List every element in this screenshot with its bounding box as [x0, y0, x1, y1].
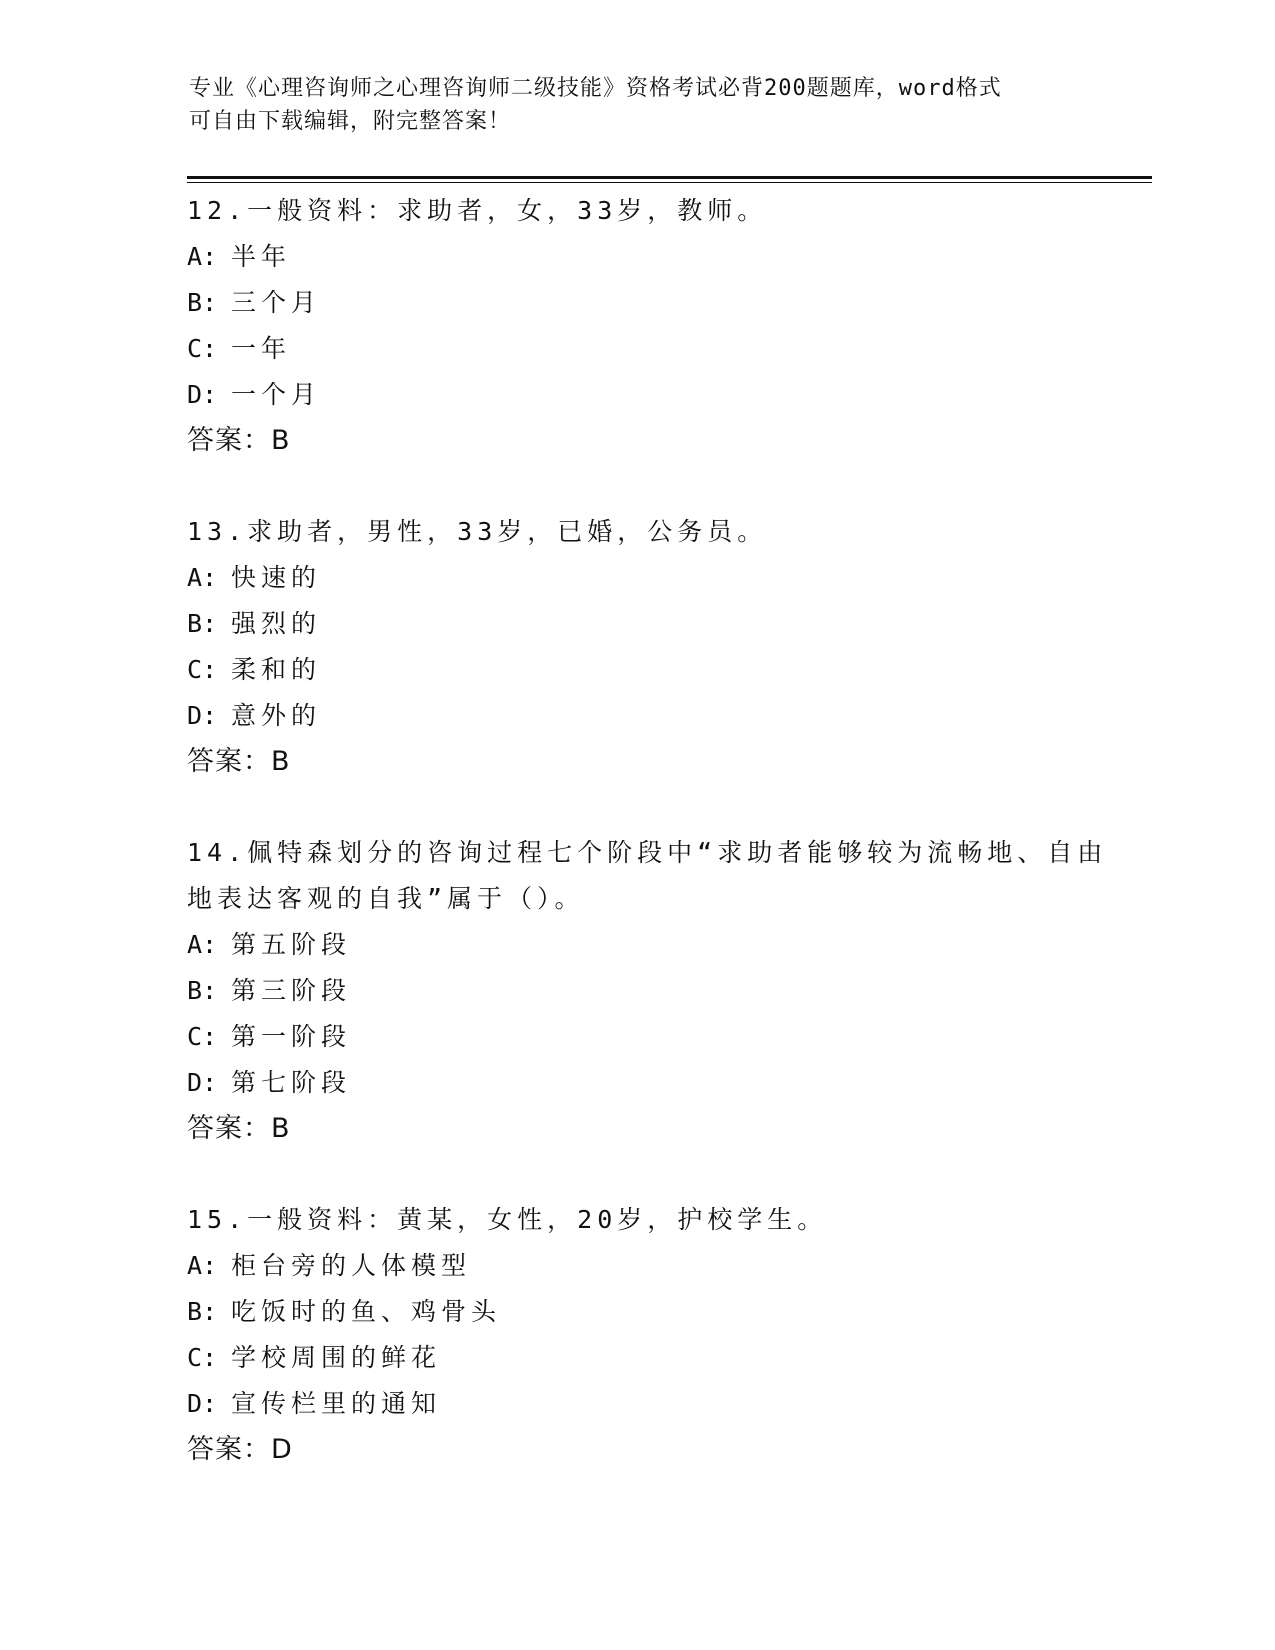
- header-divider-thick: [187, 176, 1152, 179]
- option-a: [187, 922, 1147, 968]
- option-text: 一个月: [231, 380, 322, 409]
- option-text: 第一阶段: [231, 1022, 352, 1051]
- option-letter: B:: [187, 976, 218, 1005]
- option-letter: B:: [187, 609, 218, 638]
- question-13: [187, 509, 1147, 785]
- option-letter: D:: [187, 1389, 218, 1418]
- option-a: [187, 234, 1147, 280]
- option-text: 柔和的: [231, 655, 322, 684]
- option-letter: D:: [187, 380, 218, 409]
- header-divider-thin: [187, 182, 1152, 183]
- option-letter: B:: [187, 288, 218, 317]
- header-line-2: 可自由下载编辑，附完整答案！: [189, 109, 512, 134]
- option-text: 第三阶段: [231, 976, 352, 1005]
- answer-line: 答案：D: [187, 1434, 293, 1465]
- question-14: [187, 830, 1147, 1152]
- header-line-1: 专业《心理咨询师之心理咨询师二级技能》资格考试必背200题题库，word格式: [189, 76, 1002, 101]
- question-stem-line-1: 14.佩特森划分的咨询过程七个阶段中“求助者能够较为流畅地、自由: [187, 838, 1108, 867]
- question-stem: 13.求助者，男性，33岁，已婚，公务员。: [187, 517, 768, 546]
- question-list: [187, 188, 1147, 1518]
- option-letter: A:: [187, 242, 218, 271]
- option-d: [187, 1381, 1147, 1427]
- option-letter: D:: [187, 701, 218, 730]
- document-header: [189, 72, 1089, 138]
- option-text: 一年: [231, 334, 292, 363]
- option-b: [187, 1289, 1147, 1335]
- option-text: 第五阶段: [231, 930, 352, 959]
- option-text: 快速的: [231, 563, 322, 592]
- option-c: [187, 1014, 1147, 1060]
- answer-line: 答案：B: [187, 1113, 291, 1144]
- option-c: [187, 326, 1147, 372]
- answer-line: 答案：B: [187, 746, 291, 777]
- option-letter: C:: [187, 334, 218, 363]
- option-b: [187, 601, 1147, 647]
- option-text: 半年: [231, 242, 292, 271]
- option-letter: C:: [187, 655, 218, 684]
- option-letter: B:: [187, 1297, 218, 1326]
- question-15: [187, 1197, 1147, 1473]
- option-text: 吃饭时的鱼、鸡骨头: [231, 1297, 502, 1326]
- question-stem: 12.一般资料：求助者，女，33岁，教师。: [187, 196, 768, 225]
- option-c: [187, 647, 1147, 693]
- option-letter: C:: [187, 1343, 218, 1372]
- option-d: [187, 1060, 1147, 1106]
- option-c: [187, 1335, 1147, 1381]
- option-letter: A:: [187, 930, 218, 959]
- option-letter: A:: [187, 563, 218, 592]
- option-text: 三个月: [231, 288, 322, 317]
- question-12: [187, 188, 1147, 464]
- question-stem: 15.一般资料：黄某，女性，20岁，护校学生。: [187, 1205, 828, 1234]
- option-letter: C:: [187, 1022, 218, 1051]
- question-stem-line-2: 地表达客观的自我”属于（）。: [187, 884, 585, 913]
- option-b: [187, 280, 1147, 326]
- option-a: [187, 555, 1147, 601]
- option-d: [187, 693, 1147, 739]
- option-text: 意外的: [231, 701, 322, 730]
- option-a: [187, 1243, 1147, 1289]
- option-text: 宣传栏里的通知: [231, 1389, 442, 1418]
- option-letter: D:: [187, 1068, 218, 1097]
- option-d: [187, 372, 1147, 418]
- option-text: 学校周围的鲜花: [231, 1343, 442, 1372]
- option-letter: A:: [187, 1251, 218, 1280]
- option-b: [187, 968, 1147, 1014]
- option-text: 柜台旁的人体模型: [231, 1251, 472, 1280]
- option-text: 强烈的: [231, 609, 322, 638]
- answer-line: 答案：B: [187, 425, 291, 456]
- option-text: 第七阶段: [231, 1068, 352, 1097]
